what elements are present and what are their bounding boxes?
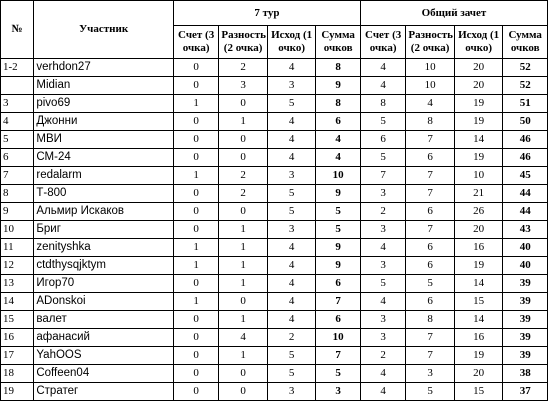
rank-cell: 13 xyxy=(1,275,34,293)
total-outcome-cell: 19 xyxy=(454,113,503,131)
round-sum-cell: 4 xyxy=(316,149,361,167)
round-sum-cell: 9 xyxy=(316,185,361,203)
round-score-cell: 0 xyxy=(173,185,218,203)
total-diff-cell: 6 xyxy=(406,239,455,257)
total-diff-cell: 5 xyxy=(406,383,455,401)
round-outcome-cell: 3 xyxy=(267,383,316,401)
rank-cell: 19 xyxy=(1,383,34,401)
table-row xyxy=(1,275,548,293)
total-sum-cell: 45 xyxy=(503,167,548,185)
total-outcome-cell: 20 xyxy=(454,77,503,95)
header-round-outcome: Исход (1 очко) xyxy=(267,26,316,59)
round-diff-cell: 0 xyxy=(219,131,268,149)
total-sum-cell: 39 xyxy=(503,275,548,293)
total-diff-cell: 7 xyxy=(406,131,455,149)
total-outcome-cell: 19 xyxy=(454,257,503,275)
table-row xyxy=(1,221,548,239)
total-outcome-cell: 20 xyxy=(454,221,503,239)
total-score-cell: 3 xyxy=(360,185,405,203)
table-row xyxy=(1,239,548,257)
header-round-sum: Сумма очков xyxy=(316,26,361,59)
round-outcome-cell: 2 xyxy=(267,329,316,347)
round-sum-cell: 7 xyxy=(316,293,361,311)
table-row xyxy=(1,131,548,149)
round-diff-cell: 2 xyxy=(219,167,268,185)
round-diff-cell: 2 xyxy=(219,185,268,203)
rank-cell: 16 xyxy=(1,329,34,347)
table-row xyxy=(1,365,548,383)
table-row xyxy=(1,77,548,95)
total-outcome-cell: 19 xyxy=(454,347,503,365)
table-row xyxy=(1,347,548,365)
participant-name: валет xyxy=(34,311,174,329)
total-diff-cell: 4 xyxy=(406,95,455,113)
round-diff-cell: 0 xyxy=(219,95,268,113)
total-sum-cell: 39 xyxy=(503,311,548,329)
total-outcome-cell: 20 xyxy=(454,59,503,77)
participant-name: redalarm xyxy=(34,167,174,185)
total-diff-cell: 10 xyxy=(406,77,455,95)
total-score-cell: 4 xyxy=(360,383,405,401)
table-row xyxy=(1,257,548,275)
participant-name: афанасий xyxy=(34,329,174,347)
total-score-cell: 4 xyxy=(360,77,405,95)
total-score-cell: 5 xyxy=(360,149,405,167)
total-outcome-cell: 14 xyxy=(454,311,503,329)
total-sum-cell: 46 xyxy=(503,149,548,167)
participant-name: verhdon27 xyxy=(34,59,174,77)
rank-cell: 6 xyxy=(1,149,34,167)
round-sum-cell: 10 xyxy=(316,167,361,185)
round-diff-cell: 1 xyxy=(219,275,268,293)
rank-cell: 8 xyxy=(1,185,34,203)
total-diff-cell: 7 xyxy=(406,185,455,203)
round-sum-cell: 9 xyxy=(316,239,361,257)
total-outcome-cell: 16 xyxy=(454,329,503,347)
participant-name: pivo69 xyxy=(34,95,174,113)
rank-cell: 3 xyxy=(1,95,34,113)
round-diff-cell: 0 xyxy=(219,203,268,221)
round-diff-cell: 1 xyxy=(219,311,268,329)
header-total-diff: Разность (2 очка) xyxy=(406,26,455,59)
rank-cell: 15 xyxy=(1,311,34,329)
table-row xyxy=(1,95,548,113)
total-diff-cell: 3 xyxy=(406,365,455,383)
total-sum-cell: 51 xyxy=(503,95,548,113)
table-row xyxy=(1,167,548,185)
total-score-cell: 4 xyxy=(360,239,405,257)
total-sum-cell: 38 xyxy=(503,365,548,383)
round-outcome-cell: 4 xyxy=(267,311,316,329)
round-sum-cell: 6 xyxy=(316,275,361,293)
header-round-score: Счет (3 очка) xyxy=(173,26,218,59)
round-score-cell: 0 xyxy=(173,329,218,347)
round-outcome-cell: 4 xyxy=(267,293,316,311)
participant-name: МВИ xyxy=(34,131,174,149)
total-sum-cell: 46 xyxy=(503,131,548,149)
rank-cell: 5 xyxy=(1,131,34,149)
round-outcome-cell: 4 xyxy=(267,131,316,149)
rank-cell: 17 xyxy=(1,347,34,365)
total-score-cell: 3 xyxy=(360,257,405,275)
total-outcome-cell: 20 xyxy=(454,365,503,383)
round-outcome-cell: 5 xyxy=(267,347,316,365)
total-outcome-cell: 26 xyxy=(454,203,503,221)
round-outcome-cell: 4 xyxy=(267,59,316,77)
total-outcome-cell: 21 xyxy=(454,185,503,203)
table-row xyxy=(1,203,548,221)
rank-cell: 12 xyxy=(1,257,34,275)
header-overall: Общий зачет xyxy=(360,1,547,26)
table-row xyxy=(1,185,548,203)
total-score-cell: 5 xyxy=(360,113,405,131)
rank-cell: 11 xyxy=(1,239,34,257)
round-outcome-cell: 4 xyxy=(267,113,316,131)
participant-name: Midian xyxy=(34,77,174,95)
total-diff-cell: 7 xyxy=(406,329,455,347)
rank-cell: 1-2 xyxy=(1,59,34,77)
total-diff-cell: 6 xyxy=(406,203,455,221)
round-sum-cell: 8 xyxy=(316,59,361,77)
total-diff-cell: 6 xyxy=(406,293,455,311)
table-row xyxy=(1,311,548,329)
table-row xyxy=(1,59,548,77)
round-sum-cell: 6 xyxy=(316,311,361,329)
round-score-cell: 1 xyxy=(173,239,218,257)
total-score-cell: 5 xyxy=(360,275,405,293)
total-sum-cell: 52 xyxy=(503,59,548,77)
header-round: 7 тур xyxy=(173,1,360,26)
round-sum-cell: 9 xyxy=(316,77,361,95)
total-outcome-cell: 10 xyxy=(454,167,503,185)
rank-cell: 7 xyxy=(1,167,34,185)
total-diff-cell: 8 xyxy=(406,113,455,131)
total-diff-cell: 7 xyxy=(406,167,455,185)
rank-cell: 18 xyxy=(1,365,34,383)
round-outcome-cell: 5 xyxy=(267,95,316,113)
total-sum-cell: 39 xyxy=(503,293,548,311)
round-diff-cell: 0 xyxy=(219,365,268,383)
round-score-cell: 0 xyxy=(173,347,218,365)
total-score-cell: 4 xyxy=(360,365,405,383)
total-outcome-cell: 14 xyxy=(454,131,503,149)
total-diff-cell: 7 xyxy=(406,347,455,365)
total-sum-cell: 40 xyxy=(503,257,548,275)
table-row xyxy=(1,293,548,311)
round-outcome-cell: 3 xyxy=(267,167,316,185)
total-diff-cell: 6 xyxy=(406,257,455,275)
round-diff-cell: 4 xyxy=(219,329,268,347)
round-score-cell: 1 xyxy=(173,95,218,113)
participant-name: Стратег xyxy=(34,383,174,401)
rank-cell: 4 xyxy=(1,113,34,131)
participant-name: Т-800 xyxy=(34,185,174,203)
participant-name: Coffeen04 xyxy=(34,365,174,383)
round-score-cell: 0 xyxy=(173,59,218,77)
participant-name: ctdthysqjktym xyxy=(34,257,174,275)
round-diff-cell: 1 xyxy=(219,257,268,275)
total-score-cell: 3 xyxy=(360,221,405,239)
round-score-cell: 0 xyxy=(173,149,218,167)
round-outcome-cell: 4 xyxy=(267,149,316,167)
round-diff-cell: 1 xyxy=(219,239,268,257)
participant-name: Альмир Искаков xyxy=(34,203,174,221)
total-diff-cell: 5 xyxy=(406,275,455,293)
total-score-cell: 2 xyxy=(360,347,405,365)
round-diff-cell: 2 xyxy=(219,59,268,77)
standings-body xyxy=(1,59,548,401)
header-total-outcome: Исход (1 очко) xyxy=(454,26,503,59)
round-diff-cell: 0 xyxy=(219,383,268,401)
rank-cell: 10 xyxy=(1,221,34,239)
total-sum-cell: 44 xyxy=(503,185,548,203)
round-sum-cell: 7 xyxy=(316,347,361,365)
header-round-diff: Разность (2 очка) xyxy=(219,26,268,59)
total-sum-cell: 43 xyxy=(503,221,548,239)
total-score-cell: 4 xyxy=(360,59,405,77)
rank-cell xyxy=(1,77,34,95)
round-sum-cell: 3 xyxy=(316,383,361,401)
round-score-cell: 0 xyxy=(173,221,218,239)
round-score-cell: 0 xyxy=(173,77,218,95)
round-score-cell: 1 xyxy=(173,257,218,275)
participant-name: СМ-24 xyxy=(34,149,174,167)
round-score-cell: 0 xyxy=(173,383,218,401)
round-sum-cell: 4 xyxy=(316,131,361,149)
round-diff-cell: 0 xyxy=(219,293,268,311)
total-sum-cell: 39 xyxy=(503,329,548,347)
total-diff-cell: 6 xyxy=(406,149,455,167)
round-diff-cell: 1 xyxy=(219,221,268,239)
round-outcome-cell: 4 xyxy=(267,257,316,275)
round-sum-cell: 5 xyxy=(316,203,361,221)
total-outcome-cell: 16 xyxy=(454,239,503,257)
header-total-sum: Сумма очков xyxy=(503,26,548,59)
participant-name: Джонни xyxy=(34,113,174,131)
total-score-cell: 8 xyxy=(360,95,405,113)
round-score-cell: 0 xyxy=(173,311,218,329)
table-row xyxy=(1,329,548,347)
round-diff-cell: 0 xyxy=(219,149,268,167)
total-score-cell: 7 xyxy=(360,167,405,185)
total-outcome-cell: 15 xyxy=(454,293,503,311)
round-outcome-cell: 5 xyxy=(267,365,316,383)
round-outcome-cell: 5 xyxy=(267,203,316,221)
round-score-cell: 0 xyxy=(173,131,218,149)
round-score-cell: 1 xyxy=(173,293,218,311)
round-outcome-cell: 4 xyxy=(267,239,316,257)
total-sum-cell: 50 xyxy=(503,113,548,131)
table-row xyxy=(1,383,548,401)
total-outcome-cell: 15 xyxy=(454,383,503,401)
round-score-cell: 0 xyxy=(173,203,218,221)
total-outcome-cell: 14 xyxy=(454,275,503,293)
participant-name: YahOOS xyxy=(34,347,174,365)
total-score-cell: 4 xyxy=(360,293,405,311)
participant-name: Бриг xyxy=(34,221,174,239)
participant-name: Игор70 xyxy=(34,275,174,293)
total-score-cell: 6 xyxy=(360,131,405,149)
total-sum-cell: 44 xyxy=(503,203,548,221)
round-sum-cell: 8 xyxy=(316,95,361,113)
rank-cell: 14 xyxy=(1,293,34,311)
total-diff-cell: 7 xyxy=(406,221,455,239)
round-score-cell: 0 xyxy=(173,365,218,383)
round-outcome-cell: 5 xyxy=(267,185,316,203)
participant-name: zenityshka xyxy=(34,239,174,257)
header-participant: Участник xyxy=(34,1,174,59)
round-outcome-cell: 3 xyxy=(267,77,316,95)
round-diff-cell: 3 xyxy=(219,77,268,95)
round-outcome-cell: 3 xyxy=(267,221,316,239)
rank-cell: 9 xyxy=(1,203,34,221)
round-sum-cell: 5 xyxy=(316,221,361,239)
round-sum-cell: 9 xyxy=(316,257,361,275)
total-sum-cell: 40 xyxy=(503,239,548,257)
total-score-cell: 2 xyxy=(360,203,405,221)
round-score-cell: 0 xyxy=(173,275,218,293)
total-sum-cell: 39 xyxy=(503,347,548,365)
total-sum-cell: 52 xyxy=(503,77,548,95)
table-row xyxy=(1,149,548,167)
total-outcome-cell: 19 xyxy=(454,95,503,113)
header-num: № xyxy=(1,1,34,59)
table-row xyxy=(1,113,548,131)
total-sum-cell: 37 xyxy=(503,383,548,401)
round-outcome-cell: 4 xyxy=(267,275,316,293)
header-total-score: Счет (3 очка) xyxy=(360,26,405,59)
participant-name: ADonskoi xyxy=(34,293,174,311)
total-score-cell: 3 xyxy=(360,329,405,347)
total-diff-cell: 10 xyxy=(406,59,455,77)
round-score-cell: 1 xyxy=(173,167,218,185)
round-diff-cell: 1 xyxy=(219,113,268,131)
round-sum-cell: 10 xyxy=(316,329,361,347)
round-sum-cell: 6 xyxy=(316,113,361,131)
round-score-cell: 0 xyxy=(173,113,218,131)
round-diff-cell: 1 xyxy=(219,347,268,365)
total-score-cell: 3 xyxy=(360,311,405,329)
total-diff-cell: 8 xyxy=(406,311,455,329)
round-sum-cell: 5 xyxy=(316,365,361,383)
total-outcome-cell: 19 xyxy=(454,149,503,167)
